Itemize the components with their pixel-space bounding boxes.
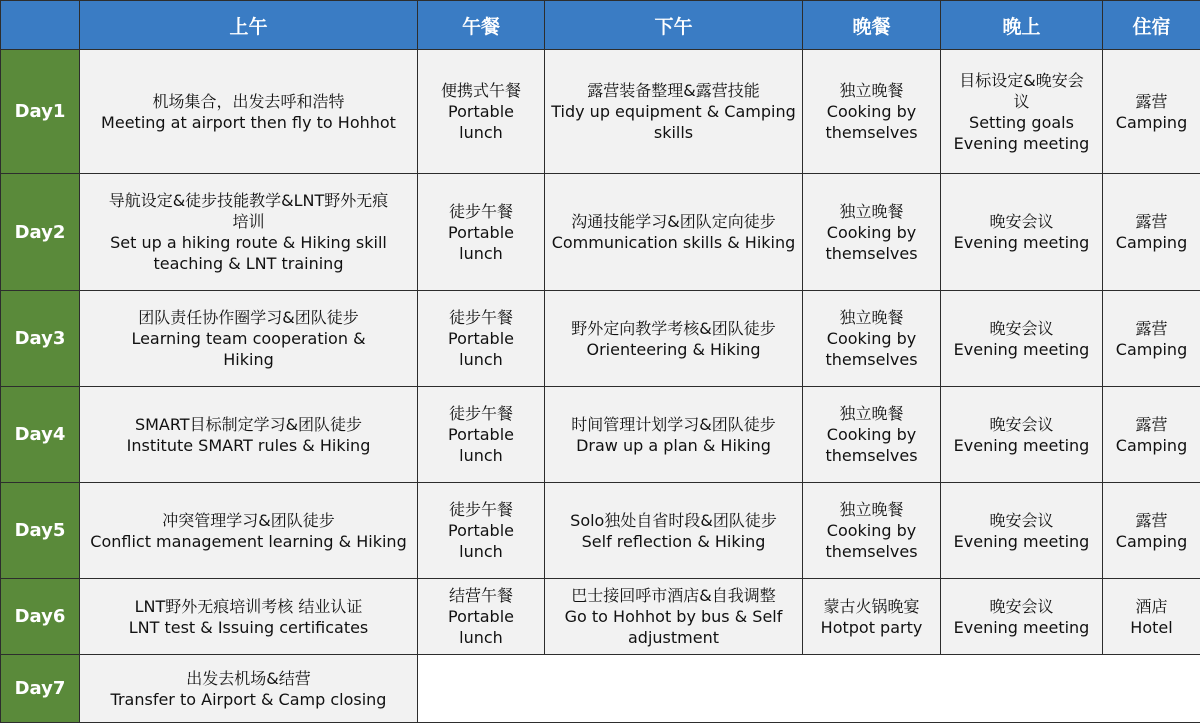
evening-text-line: 目标设定&晚安会 [945, 70, 1098, 91]
header-stay: 住宿 [1103, 1, 1200, 50]
lunch-text-line: lunch [422, 627, 540, 648]
dinner-text-line: 独立晚餐 [807, 403, 936, 424]
morning-text-line: 团队责任协作圈学习&团队徒步 [84, 307, 413, 328]
morning-text-line: Meeting at airport then fly to Hohhot [84, 112, 413, 133]
header-corner [1, 1, 80, 50]
afternoon-text-line: Tidy up equipment & Camping [549, 101, 798, 122]
morning-text-line: Transfer to Airport & Camp closing [84, 689, 413, 710]
header-dinner: 晚餐 [803, 1, 941, 50]
header-morning: 上午 [80, 1, 418, 50]
header-row [1, 1, 1200, 50]
stay-cell [1103, 483, 1200, 579]
dinner-text-line: 独立晚餐 [807, 307, 936, 328]
evening-cell [941, 483, 1103, 579]
afternoon-cell [545, 579, 803, 655]
morning-text-line: Institute SMART rules & Hiking [84, 435, 413, 456]
dinner-text-line: themselves [807, 349, 936, 370]
table-row [1, 579, 1200, 655]
lunch-text-line: Portable [422, 101, 540, 122]
afternoon-text-line: 巴士接回呼市酒店&自我调整 [549, 585, 798, 606]
stay-text-line: Camping [1107, 531, 1196, 552]
lunch-text-line: lunch [422, 243, 540, 264]
morning-cell [80, 655, 418, 723]
dinner-text-line: Cooking by [807, 101, 936, 122]
dinner-cell [803, 483, 941, 579]
day-label: Day3 [1, 291, 80, 387]
dinner-text-line: themselves [807, 122, 936, 143]
dinner-cell [803, 50, 941, 174]
morning-text-line: Hiking [84, 349, 413, 370]
lunch-text-line: 便携式午餐 [422, 80, 540, 101]
lunch-cell [418, 50, 545, 174]
afternoon-text-line: skills [549, 122, 798, 143]
morning-text-line: 冲突管理学习&团队徒步 [84, 510, 413, 531]
evening-text-line: Evening meeting [945, 435, 1098, 456]
evening-cell [941, 291, 1103, 387]
afternoon-cell [545, 291, 803, 387]
morning-text-line: Set up a hiking route & Hiking skill [84, 232, 413, 253]
lunch-text-line: lunch [422, 349, 540, 370]
afternoon-text-line: Solo独处自省时段&团队徒步 [549, 510, 798, 531]
dinner-text-line: 独立晚餐 [807, 80, 936, 101]
dinner-cell [803, 387, 941, 483]
table-row [1, 483, 1200, 579]
afternoon-text-line: 野外定向教学考核&团队徒步 [549, 318, 798, 339]
morning-text-line: LNT野外无痕培训考核 结业认证 [84, 596, 413, 617]
afternoon-text-line: Communication skills & Hiking [549, 232, 798, 253]
evening-text-line: Evening meeting [945, 617, 1098, 638]
stay-text-line: 酒店 [1107, 596, 1196, 617]
lunch-text-line: lunch [422, 122, 540, 143]
stay-text-line: Camping [1107, 435, 1196, 456]
lunch-text-line: lunch [422, 445, 540, 466]
morning-text-line: 出发去机场&结营 [84, 668, 413, 689]
lunch-text-line: Portable [422, 520, 540, 541]
table-row [1, 50, 1200, 174]
stay-cell [1103, 387, 1200, 483]
evening-cell [941, 579, 1103, 655]
table-row [1, 174, 1200, 291]
lunch-text-line: lunch [422, 541, 540, 562]
stay-text-line: Camping [1107, 232, 1196, 253]
lunch-cell [418, 387, 545, 483]
lunch-cell [418, 579, 545, 655]
evening-text-line: 晚安会议 [945, 414, 1098, 435]
afternoon-cell [545, 174, 803, 291]
day-label: Day4 [1, 387, 80, 483]
empty-cell [418, 655, 1200, 723]
header-afternoon: 下午 [545, 1, 803, 50]
morning-cell [80, 579, 418, 655]
evening-cell [941, 174, 1103, 291]
day-label: Day5 [1, 483, 80, 579]
dinner-text-line: 独立晚餐 [807, 201, 936, 222]
morning-text-line: Learning team cooperation & [84, 328, 413, 349]
evening-text-line: 晚安会议 [945, 510, 1098, 531]
morning-cell [80, 50, 418, 174]
dinner-text-line: Hotpot party [807, 617, 936, 638]
day-label: Day1 [1, 50, 80, 174]
dinner-text-line: themselves [807, 243, 936, 264]
stay-cell [1103, 291, 1200, 387]
evening-text-line: Evening meeting [945, 133, 1098, 154]
dinner-cell [803, 291, 941, 387]
lunch-text-line: 徒步午餐 [422, 307, 540, 328]
dinner-cell [803, 174, 941, 291]
morning-text-line: 培训 [84, 211, 413, 232]
afternoon-text-line: Go to Hohhot by bus & Self [549, 606, 798, 627]
lunch-text-line: 徒步午餐 [422, 499, 540, 520]
morning-cell [80, 291, 418, 387]
table-row [1, 655, 1200, 723]
stay-text-line: 露营 [1107, 318, 1196, 339]
day-label: Day2 [1, 174, 80, 291]
dinner-text-line: Cooking by [807, 328, 936, 349]
morning-text-line: SMART目标制定学习&团队徒步 [84, 414, 413, 435]
stay-cell [1103, 174, 1200, 291]
dinner-cell [803, 579, 941, 655]
evening-cell [941, 387, 1103, 483]
lunch-text-line: 徒步午餐 [422, 201, 540, 222]
lunch-text-line: 徒步午餐 [422, 403, 540, 424]
lunch-cell [418, 174, 545, 291]
table-row [1, 291, 1200, 387]
stay-cell [1103, 579, 1200, 655]
lunch-cell [418, 483, 545, 579]
afternoon-text-line: 露营装备整理&露营技能 [549, 80, 798, 101]
afternoon-text-line: Draw up a plan & Hiking [549, 435, 798, 456]
morning-text-line: 导航设定&徒步技能教学&LNT野外无痕 [84, 190, 413, 211]
dinner-text-line: Cooking by [807, 520, 936, 541]
stay-text-line: 露营 [1107, 91, 1196, 112]
table-row [1, 387, 1200, 483]
evening-text-line: 晚安会议 [945, 318, 1098, 339]
day-label: Day6 [1, 579, 80, 655]
evening-cell [941, 50, 1103, 174]
afternoon-cell [545, 387, 803, 483]
lunch-text-line: 结营午餐 [422, 585, 540, 606]
morning-cell [80, 483, 418, 579]
afternoon-text-line: 沟通技能学习&团队定向徒步 [549, 211, 798, 232]
morning-cell [80, 174, 418, 291]
morning-cell [80, 387, 418, 483]
afternoon-text-line: 时间管理计划学习&团队徒步 [549, 414, 798, 435]
stay-text-line: Camping [1107, 339, 1196, 360]
lunch-cell [418, 291, 545, 387]
evening-text-line: 晚安会议 [945, 596, 1098, 617]
stay-text-line: Hotel [1107, 617, 1196, 638]
afternoon-cell [545, 50, 803, 174]
morning-text-line: 机场集合，出发去呼和浩特 [84, 91, 413, 112]
evening-text-line: 晚安会议 [945, 211, 1098, 232]
afternoon-cell [545, 483, 803, 579]
dinner-text-line: 蒙古火锅晚宴 [807, 596, 936, 617]
dinner-text-line: Cooking by [807, 424, 936, 445]
stay-text-line: 露营 [1107, 414, 1196, 435]
header-evening: 晚上 [941, 1, 1103, 50]
morning-text-line: LNT test & Issuing certificates [84, 617, 413, 638]
afternoon-text-line: Self reflection & Hiking [549, 531, 798, 552]
lunch-text-line: Portable [422, 606, 540, 627]
evening-text-line: 议 [945, 91, 1098, 112]
lunch-text-line: Portable [422, 222, 540, 243]
lunch-text-line: Portable [422, 328, 540, 349]
evening-text-line: Setting goals [945, 112, 1098, 133]
stay-cell [1103, 50, 1200, 174]
header-lunch: 午餐 [418, 1, 545, 50]
afternoon-text-line: Orienteering & Hiking [549, 339, 798, 360]
day-label: Day7 [1, 655, 80, 723]
morning-text-line: teaching & LNT training [84, 253, 413, 274]
evening-text-line: Evening meeting [945, 339, 1098, 360]
dinner-text-line: Cooking by [807, 222, 936, 243]
afternoon-text-line: adjustment [549, 627, 798, 648]
lunch-text-line: Portable [422, 424, 540, 445]
dinner-text-line: 独立晚餐 [807, 499, 936, 520]
dinner-text-line: themselves [807, 541, 936, 562]
stay-text-line: Camping [1107, 112, 1196, 133]
evening-text-line: Evening meeting [945, 232, 1098, 253]
stay-text-line: 露营 [1107, 510, 1196, 531]
dinner-text-line: themselves [807, 445, 936, 466]
morning-text-line: Conflict management learning & Hiking [84, 531, 413, 552]
stay-text-line: 露营 [1107, 211, 1196, 232]
evening-text-line: Evening meeting [945, 531, 1098, 552]
